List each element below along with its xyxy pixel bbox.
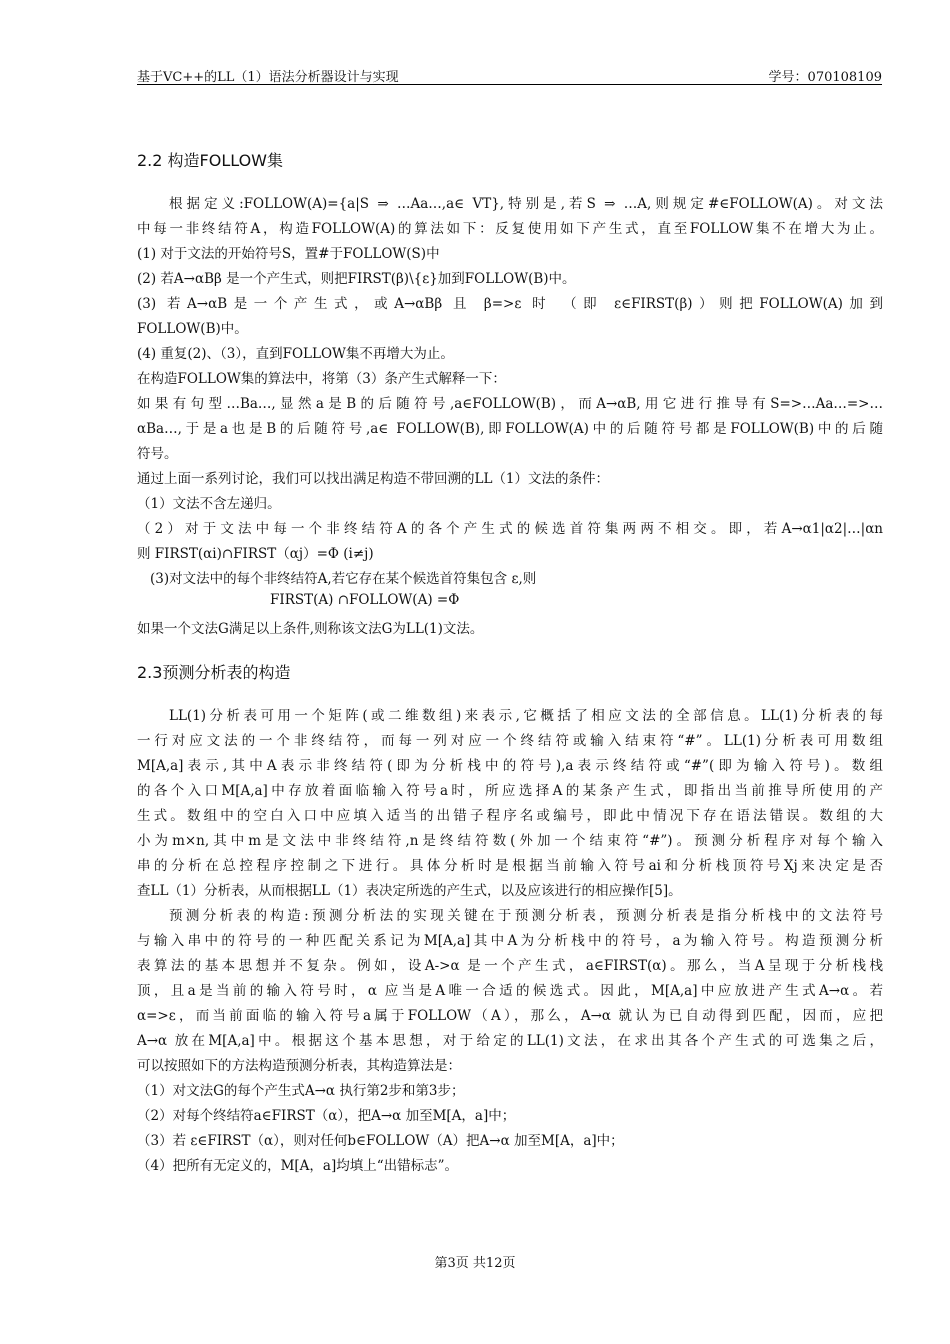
paragraph-line: 查LL（1）分析表，从而根据LL（1）表决定所选的产生式，以及应该进行的相应操作[5]。 [137, 883, 682, 899]
list-item: （3）若 ε∈FIRST（α），则对任何b∈FOLLOW（A）把A→α 加至M[A，a]中； [137, 1133, 624, 1149]
paragraph-line: (2) 若A→αBβ 是一个产生式，则把FIRST(β)\{ε}加到FOLLOW(B)中。 [137, 271, 576, 287]
formula-line: FIRST(A) ∩FOLLOW(A) =Φ [270, 592, 460, 608]
paragraph-line: 的各个入口M[A,a]中存放着面临输入符号a时，所应选择A的某条产生式，即指出当前推导所使用的产 [137, 783, 883, 799]
paragraph-line: 预测分析表的构造:预测分析法的实现关键在于预测分析表，预测分析表是指分析栈中的文法符号 [169, 908, 883, 924]
paragraph-line: 如果一个文法G满足以上条件,则称该文法G为LL(1)文法。 [137, 621, 484, 637]
paragraph-line: 表算法的基本思想并不复杂。例如，设A->α 是一个产生式，a∈FIRST(α)。那么，当A呈现于分析栈栈 [137, 958, 883, 974]
paragraph-line: 顶，且a是当前的输入符号时，α 应当是A唯一合适的候选式。因此，M[A,a]中应放进产生式A→α。若 [137, 983, 883, 999]
paragraph-line: 串的分析在总控程序控制之下进行。具体分析时是根据当前输入符号ai和分析栈顶符号Xj来决定是否 [137, 858, 883, 874]
paragraph-line: FOLLOW(B)中。 [137, 321, 248, 337]
formula-line: 则 FIRST(αi)∩FIRST（αj）=Φ (i≠j) [137, 546, 374, 562]
header-student-id: 学号：070108109 [768, 70, 882, 85]
paragraph-line: α=>ε，而当前面临的输入符号a属于FOLLOW（A），那么，A→α 就认为已自动得到匹配，因而，应把 [137, 1008, 883, 1024]
paragraph-line: (3) 若A→αB是一个产生式，或A→αBβ 且 β=>ε 时 （即 ε∈FIRST(β)）则把FOLLOW(A)加到 [137, 296, 883, 312]
paragraph-line: (1) 对于文法的开始符号S，置#于FOLLOW(S)中 [137, 246, 440, 262]
paragraph-line: 在构造FOLLOW集的算法中，将第（3）条产生式解释一下： [137, 371, 506, 387]
paragraph-line: 根据定义:FOLLOW(A)={a|S ⇒ …Aa…,a∈ VT},特别是,若S ⇒ …A,则规定#∈FOLLOW(A)。对文法 [169, 196, 883, 212]
paragraph-line: 一行对应文法的一个非终结符，而每一列对应一个终结符或输入结束符“#”。LL(1)分析表可用数组 [137, 733, 883, 749]
paragraph-line: A→α 放在M[A,a]中。根据这个基本思想，对于给定的LL(1)文法，在求出其各个产生式的可选集之后， [137, 1033, 883, 1049]
paragraph-line: （1）文法不含左递归。 [137, 496, 281, 512]
paragraph-line: 与输入串中的符号的一种匹配关系记为M[A,a]其中A为分析栈中的符号，a为输入符号。构造预测分析 [137, 933, 883, 949]
page-header [137, 66, 882, 85]
list-item: （1）对文法G的每个产生式A→α 执行第2步和第3步； [137, 1083, 465, 1099]
paragraph-line: M[A,a]表示,其中A表示非终结符(即为分析栈中的符号),a表示终结符或“#”(即为输入符号)。数组 [137, 758, 883, 774]
paragraph-line: 符号。 [137, 446, 178, 462]
paragraph-line: αBa…,于是a也是B的后随符号,a∈ FOLLOW(B),即FOLLOW(A)中的后随符号都是FOLLOW(B)中的后随 [137, 421, 883, 437]
page-number: 第3页 共12页 [434, 1256, 516, 1271]
paragraph-line: 通过上面一系列讨论，我们可以找出满足构造不带回溯的LL（1）文法的条件： [137, 471, 610, 487]
paragraph-line: 可以按照如下的方法构造预测分析表，其构造算法是： [137, 1058, 461, 1074]
paragraph-line: LL(1)分析表可用一个矩阵(或二维数组)来表示,它概括了相应文法的全部信息。LL(1)分析表的每 [169, 708, 883, 724]
paragraph-line: (3)对文法中的每个非终结符A,若它存在某个候选首符集包含 ε,则 [150, 571, 537, 587]
section-heading-2-3: 2.3预测分析表的构造 [137, 663, 291, 682]
paragraph-line: 生式。数组中的空白入口中应填入适当的出错子程序名或编号，即此中情况下存在语法错误。数组的大 [137, 808, 883, 824]
list-item: （4）把所有无定义的，M[A，a]均填上“出错标志”。 [137, 1158, 459, 1174]
paragraph-line: (4) 重复(2)、（3），直到FOLLOW集不再增大为止。 [137, 346, 454, 362]
list-item: （2）对每个终结符a∈FIRST（α），把A→α 加至M[A，a]中； [137, 1108, 516, 1124]
paragraph-line: 如果有句型…Ba…,显然a是B的后随符号,a∈FOLLOW(B)，而A→αB,用它进行推导有S=>…Aa…=>… [137, 396, 883, 412]
section-heading-2-2: 2.2 构造FOLLOW集 [137, 151, 284, 170]
paragraph-line: 中每一非终结符A，构造FOLLOW(A)的算法如下：反复使用如下产生式，直至FOLLOW集不在增大为止。 [137, 221, 883, 237]
paragraph-line: （2）对于文法中每一个非终结符A的各个产生式的候选首符集两两不相交。即，若A→α1|α2|…|αn [137, 521, 883, 537]
header-title: 基于VC++的LL（1）语法分析器设计与实现 [137, 70, 399, 85]
paragraph-line: 小为m×n,其中m是文法中非终结符,n是终结符数(外加一个结束符“#”)。预测分析程序对每个输入 [137, 833, 883, 849]
